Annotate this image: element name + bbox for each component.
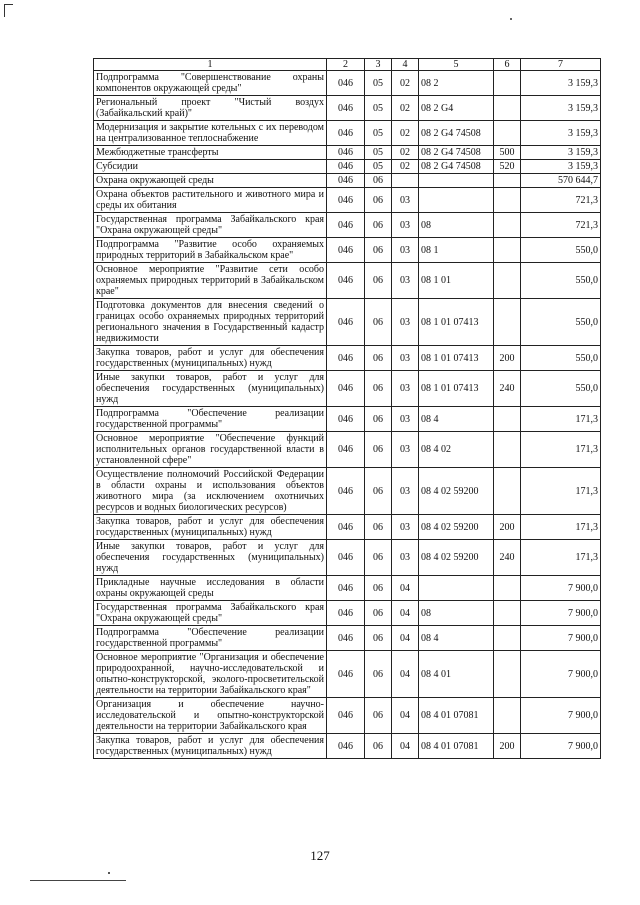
subsection-code-cell: 04 [392,601,419,626]
row-name-cell: Охрана объектов растительного и животного мира и среды их обитания [94,188,327,213]
amount-cell: 7 900,0 [521,651,601,698]
row-name-cell: Основное мероприятие "Обеспечение функций исполнительных органов государственной власти в установленной сфере" [94,432,327,468]
amount-cell: 7 900,0 [521,576,601,601]
row-name-cell: Государственная программа Забайкальского края "Охрана окружающей среды" [94,213,327,238]
expense-type-cell [494,174,521,188]
section-code-cell: 06 [365,371,392,407]
expense-type-cell [494,576,521,601]
expense-type-cell [494,698,521,734]
target-article-cell: 08 4 01 07081 [419,698,494,734]
table-row [94,432,601,468]
subsection-code-cell: 03 [392,188,419,213]
section-code-cell: 06 [365,734,392,759]
ministry-code-cell: 046 [327,213,365,238]
expense-type-cell: 240 [494,371,521,407]
amount-cell: 3 159,3 [521,71,601,96]
amount-cell: 3 159,3 [521,121,601,146]
subsection-code-cell: 03 [392,371,419,407]
expense-type-cell [494,96,521,121]
subsection-code-cell: 03 [392,213,419,238]
page-number: 127 [310,848,330,863]
expense-type-cell [494,188,521,213]
row-name-cell: Основное мероприятие "Развитие сети особо охраняемых природных территорий в Забайкальском крае" [94,263,327,299]
amount-cell: 171,3 [521,540,601,576]
section-code-cell: 06 [365,263,392,299]
row-name-cell: Организация и обеспечение научно-исследовательской и опытно-конструкторской деятельности на территории Забайкальского края [94,698,327,734]
row-name-cell: Иные закупки товаров, работ и услуг для обеспечения государственных (муниципальных) нужд [94,540,327,576]
target-article-cell: 08 4 01 07081 [419,734,494,759]
subsection-code-cell: 04 [392,576,419,601]
column-header: 3 [365,59,392,71]
section-code-cell: 06 [365,188,392,213]
ministry-code-cell: 046 [327,698,365,734]
column-number-row [94,59,601,71]
table-row [94,71,601,96]
subsection-code-cell: 02 [392,121,419,146]
amount-cell: 721,3 [521,213,601,238]
section-code-cell: 05 [365,146,392,160]
table-row [94,213,601,238]
column-header: 5 [419,59,494,71]
budget-table [93,58,601,759]
expense-type-cell [494,121,521,146]
table-row [94,346,601,371]
target-article-cell: 08 4 01 [419,651,494,698]
row-name-cell: Подпрограмма "Обеспечение реализации государственной программы" [94,626,327,651]
amount-cell: 550,0 [521,346,601,371]
row-name-cell: Подпрограмма "Совершенствование охраны компонентов окружающей среды" [94,71,327,96]
section-code-cell: 06 [365,213,392,238]
target-article-cell: 08 4 [419,407,494,432]
table-row [94,146,601,160]
scan-speck [510,18,512,20]
section-code-cell: 06 [365,515,392,540]
table-row [94,188,601,213]
column-header: 1 [94,59,327,71]
scan-speck [108,872,110,874]
table-row [94,371,601,407]
expense-type-cell: 200 [494,346,521,371]
target-article-cell: 08 1 01 07413 [419,371,494,407]
ministry-code-cell: 046 [327,576,365,601]
expense-type-cell: 200 [494,734,521,759]
subsection-code-cell: 03 [392,407,419,432]
row-name-cell: Основное мероприятие "Организация и обеспечение природоохранной, научно-исследовательской и опытно-конструкторской, эколого-просветительской деятельности на территории Забайкальского края" [94,651,327,698]
ministry-code-cell: 046 [327,263,365,299]
target-article-cell: 08 2 G4 74508 [419,146,494,160]
table-row [94,540,601,576]
amount-cell: 721,3 [521,188,601,213]
ministry-code-cell: 046 [327,346,365,371]
row-name-cell: Подпрограмма "Развитие особо охраняемых природных территорий в Забайкальском крае" [94,238,327,263]
target-article-cell: 08 1 01 [419,263,494,299]
table-row [94,734,601,759]
table-row [94,601,601,626]
target-article-cell: 08 4 02 [419,432,494,468]
expense-type-cell: 240 [494,540,521,576]
table-row [94,576,601,601]
column-header: 4 [392,59,419,71]
row-name-cell: Иные закупки товаров, работ и услуг для обеспечения государственных (муниципальных) нужд [94,371,327,407]
footer-rule [30,880,126,881]
section-code-cell: 06 [365,626,392,651]
table-row [94,121,601,146]
amount-cell: 550,0 [521,263,601,299]
row-name-cell: Закупка товаров, работ и услуг для обеспечения государственных (муниципальных) нужд [94,346,327,371]
section-code-cell: 05 [365,121,392,146]
expense-type-cell [494,626,521,651]
ministry-code-cell: 046 [327,174,365,188]
target-article-cell: 08 2 G4 74508 [419,160,494,174]
expense-type-cell [494,71,521,96]
table-row [94,698,601,734]
expense-type-cell [494,651,521,698]
ministry-code-cell: 046 [327,299,365,346]
amount-cell: 3 159,3 [521,160,601,174]
amount-cell: 3 159,3 [521,146,601,160]
target-article-cell [419,576,494,601]
amount-cell: 7 900,0 [521,626,601,651]
subsection-code-cell: 03 [392,540,419,576]
ministry-code-cell: 046 [327,407,365,432]
section-code-cell: 05 [365,160,392,174]
ministry-code-cell: 046 [327,71,365,96]
table-row [94,263,601,299]
target-article-cell: 08 4 [419,626,494,651]
table-row [94,160,601,174]
subsection-code-cell: 04 [392,698,419,734]
ministry-code-cell: 046 [327,96,365,121]
table-row [94,238,601,263]
amount-cell: 7 900,0 [521,698,601,734]
target-article-cell: 08 4 02 59200 [419,515,494,540]
section-code-cell: 06 [365,698,392,734]
subsection-code-cell: 02 [392,160,419,174]
subsection-code-cell [392,174,419,188]
row-name-cell: Закупка товаров, работ и услуг для обеспечения государственных (муниципальных) нужд [94,515,327,540]
table-row [94,174,601,188]
ministry-code-cell: 046 [327,371,365,407]
ministry-code-cell: 046 [327,468,365,515]
ministry-code-cell: 046 [327,601,365,626]
expense-type-cell [494,407,521,432]
ministry-code-cell: 046 [327,540,365,576]
ministry-code-cell: 046 [327,238,365,263]
expense-type-cell: 500 [494,146,521,160]
row-name-cell: Прикладные научные исследования в области охраны окружающей среды [94,576,327,601]
row-name-cell: Закупка товаров, работ и услуг для обеспечения государственных (муниципальных) нужд [94,734,327,759]
budget-table-body [94,71,601,759]
section-code-cell: 06 [365,299,392,346]
row-name-cell: Государственная программа Забайкальского края "Охрана окружающей среды" [94,601,327,626]
amount-cell: 570 644,7 [521,174,601,188]
subsection-code-cell: 04 [392,651,419,698]
column-header: 6 [494,59,521,71]
row-name-cell: Региональный проект "Чистый воздух (Забайкальский край)" [94,96,327,121]
table-row [94,407,601,432]
amount-cell: 7 900,0 [521,734,601,759]
subsection-code-cell: 02 [392,96,419,121]
amount-cell: 171,3 [521,515,601,540]
subsection-code-cell: 03 [392,263,419,299]
amount-cell: 550,0 [521,299,601,346]
section-code-cell: 06 [365,346,392,371]
subsection-code-cell: 03 [392,468,419,515]
table-row [94,96,601,121]
ministry-code-cell: 046 [327,432,365,468]
ministry-code-cell: 046 [327,734,365,759]
section-code-cell: 06 [365,174,392,188]
row-name-cell: Субсидии [94,160,327,174]
target-article-cell: 08 4 02 59200 [419,468,494,515]
ministry-code-cell: 046 [327,651,365,698]
ministry-code-cell: 046 [327,121,365,146]
ministry-code-cell: 046 [327,626,365,651]
section-code-cell: 06 [365,576,392,601]
section-code-cell: 06 [365,432,392,468]
target-article-cell: 08 1 01 07413 [419,299,494,346]
expense-type-cell [494,238,521,263]
table-row [94,515,601,540]
target-article-cell: 08 1 [419,238,494,263]
subsection-code-cell: 03 [392,432,419,468]
target-article-cell: 08 2 [419,71,494,96]
section-code-cell: 06 [365,601,392,626]
target-article-cell: 08 [419,601,494,626]
table-row [94,626,601,651]
expense-type-cell [494,213,521,238]
section-code-cell: 06 [365,468,392,515]
expense-type-cell [494,468,521,515]
subsection-code-cell: 03 [392,238,419,263]
subsection-code-cell: 02 [392,146,419,160]
expense-type-cell [494,299,521,346]
row-name-cell: Подготовка документов для внесения сведений о границах особо охраняемых природных территорий регионального значения в Государственный кадастр недвижимости [94,299,327,346]
expense-type-cell: 200 [494,515,521,540]
target-article-cell: 08 1 01 07413 [419,346,494,371]
expense-type-cell [494,263,521,299]
subsection-code-cell: 02 [392,71,419,96]
target-article-cell: 08 [419,213,494,238]
subsection-code-cell: 03 [392,515,419,540]
row-name-cell: Межбюджетные трансферты [94,146,327,160]
section-code-cell: 06 [365,238,392,263]
expense-type-cell [494,601,521,626]
target-article-cell [419,188,494,213]
target-article-cell: 08 2 G4 [419,96,494,121]
row-name-cell: Осуществление полномочий Российской Федерации в области охраны и использования объектов животного мира (за исключением охотничьих ресурсов и водных биологических ресурсов) [94,468,327,515]
table-row [94,651,601,698]
subsection-code-cell: 03 [392,346,419,371]
ministry-code-cell: 046 [327,160,365,174]
amount-cell: 550,0 [521,371,601,407]
amount-cell: 171,3 [521,407,601,432]
subsection-code-cell: 04 [392,626,419,651]
table-row [94,468,601,515]
amount-cell: 550,0 [521,238,601,263]
section-code-cell: 06 [365,407,392,432]
table-row [94,299,601,346]
amount-cell: 7 900,0 [521,601,601,626]
scan-corner-mark [4,4,13,17]
ministry-code-cell: 046 [327,146,365,160]
column-header: 7 [521,59,601,71]
target-article-cell: 08 2 G4 74508 [419,121,494,146]
ministry-code-cell: 046 [327,515,365,540]
subsection-code-cell: 03 [392,299,419,346]
target-article-cell: 08 4 02 59200 [419,540,494,576]
target-article-cell [419,174,494,188]
section-code-cell: 05 [365,96,392,121]
row-name-cell: Модернизация и закрытие котельных с их переводом на централизованное теплоснабжение [94,121,327,146]
amount-cell: 171,3 [521,432,601,468]
row-name-cell: Охрана окружающей среды [94,174,327,188]
subsection-code-cell: 04 [392,734,419,759]
section-code-cell: 05 [365,71,392,96]
expense-type-cell [494,432,521,468]
row-name-cell: Подпрограмма "Обеспечение реализации государственной программы" [94,407,327,432]
section-code-cell: 06 [365,651,392,698]
amount-cell: 3 159,3 [521,96,601,121]
expense-type-cell: 520 [494,160,521,174]
section-code-cell: 06 [365,540,392,576]
column-header: 2 [327,59,365,71]
amount-cell: 171,3 [521,468,601,515]
ministry-code-cell: 046 [327,188,365,213]
